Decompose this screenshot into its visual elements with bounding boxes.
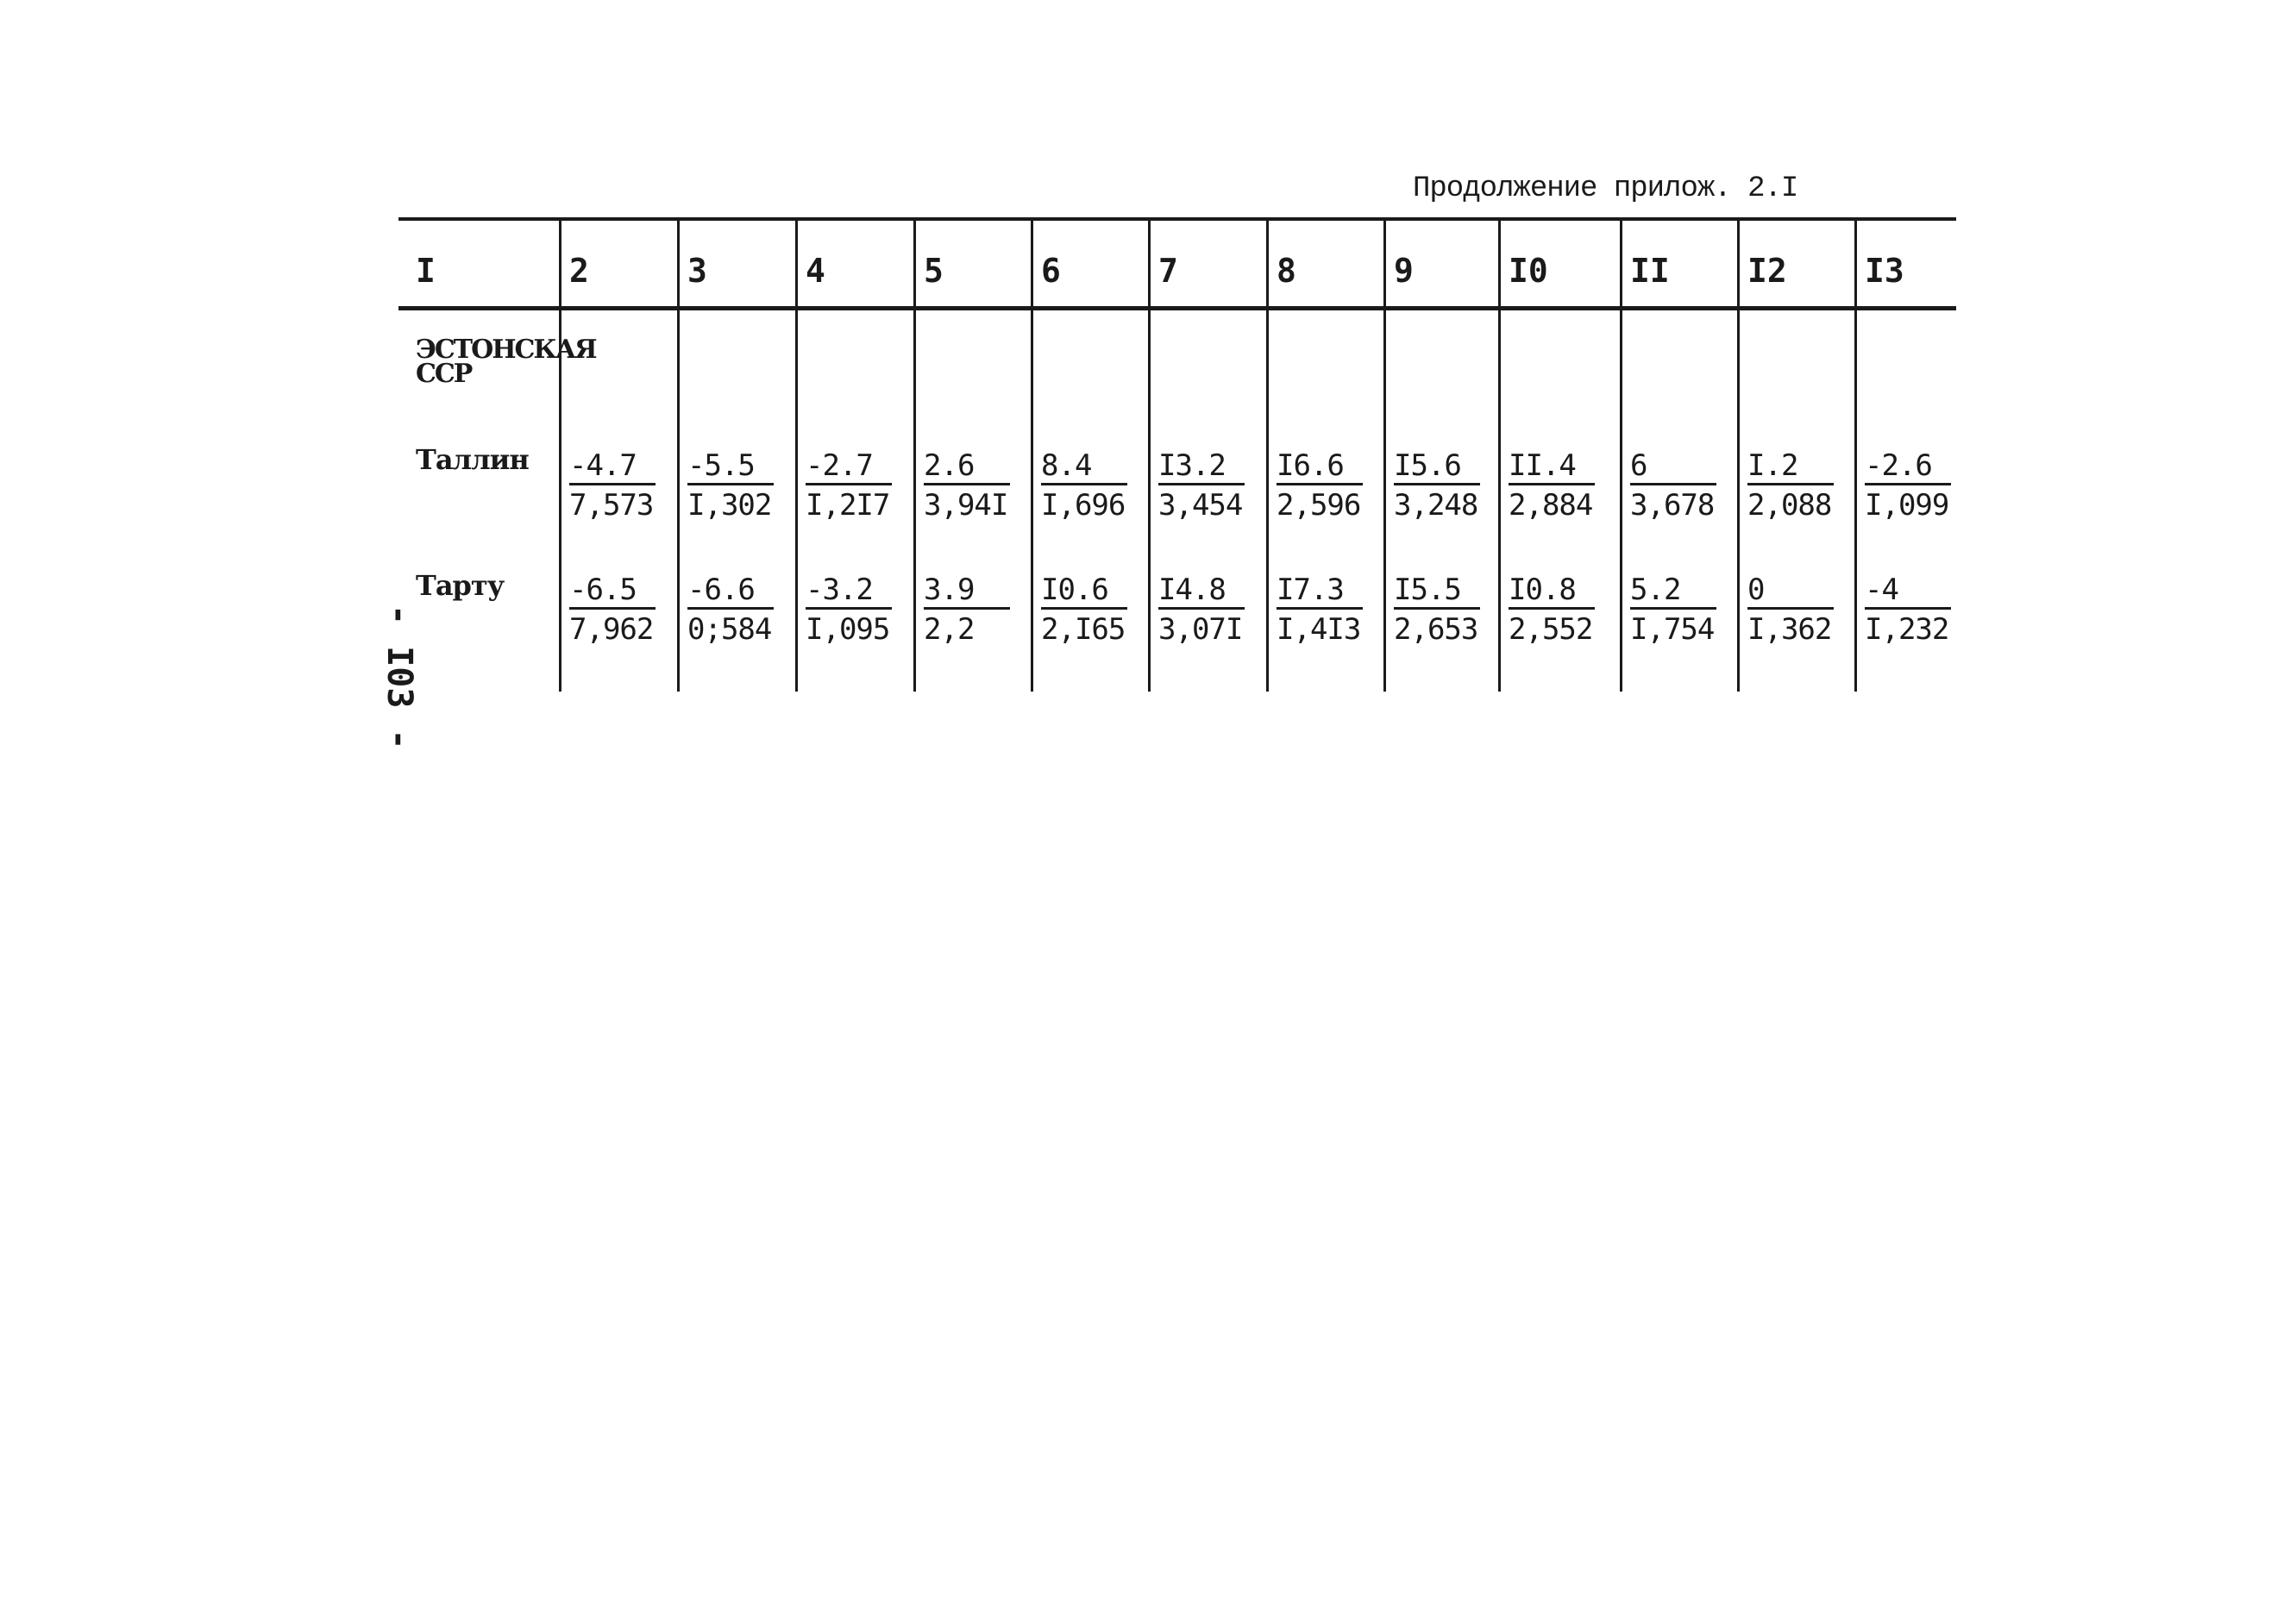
table-cell <box>924 573 1036 646</box>
table-cell <box>1277 573 1389 646</box>
cell-top-value: 5.2 <box>1630 573 1716 610</box>
column-header: 7 <box>1158 252 1178 290</box>
cell-top-value: -2.7 <box>806 448 892 485</box>
column-header: 3 <box>687 252 707 290</box>
table-cell <box>806 573 918 646</box>
cell-top-value: -2.6 <box>1865 448 1951 485</box>
cell-bottom-value: 3,94I <box>924 488 1008 523</box>
cell-top-value: I0.8 <box>1509 573 1595 610</box>
table-cell <box>569 573 681 646</box>
cell-top-value: 6 <box>1630 448 1716 485</box>
cell-bottom-value: 2,088 <box>1747 488 1832 523</box>
cell-bottom-value: 2,596 <box>1277 488 1361 523</box>
cell-top-value: 0 <box>1747 573 1834 610</box>
column-header: 2 <box>569 252 589 290</box>
table-cell <box>1158 573 1270 646</box>
table-cell <box>924 448 1036 522</box>
table-top-rule <box>398 217 1956 221</box>
column-header: I2 <box>1747 252 1787 290</box>
cell-bottom-value: 7,573 <box>569 488 654 523</box>
cell-bottom-value: I,302 <box>687 488 772 523</box>
table-cell <box>1865 448 1977 522</box>
cell-top-value: -4.7 <box>569 448 656 485</box>
cell-top-value: I5.5 <box>1394 573 1480 610</box>
cell-bottom-value: 2,I65 <box>1041 612 1126 647</box>
column-header: I3 <box>1865 252 1904 290</box>
page-number: - I03 - <box>380 604 419 750</box>
cell-bottom-value: 2,653 <box>1394 612 1478 647</box>
column-header: I <box>416 252 436 290</box>
table-cell <box>1158 448 1270 522</box>
table-cell <box>1394 448 1506 522</box>
cell-bottom-value: I,362 <box>1747 612 1832 647</box>
column-header: I0 <box>1509 252 1548 290</box>
table-cell <box>1394 573 1506 646</box>
table-cell <box>1630 448 1742 522</box>
column-header: 4 <box>806 252 825 290</box>
cell-top-value: I4.8 <box>1158 573 1245 610</box>
cell-top-value: I6.6 <box>1277 448 1363 485</box>
region-label <box>416 335 596 389</box>
region-label-line: ССР <box>416 359 472 389</box>
cell-bottom-value: I,232 <box>1865 612 1949 647</box>
row-label-tallinn: Таллин <box>416 443 529 476</box>
cell-bottom-value: 3,248 <box>1394 488 1478 523</box>
table-cell <box>1747 448 1860 522</box>
table-cell <box>687 448 800 522</box>
table-cell <box>1747 573 1860 646</box>
cell-bottom-value: I,099 <box>1865 488 1949 523</box>
table-cell <box>569 448 681 522</box>
cell-bottom-value: 2,2 <box>924 612 975 647</box>
cell-bottom-value: 0;584 <box>687 612 772 647</box>
cell-top-value: I.2 <box>1747 448 1834 485</box>
cell-top-value: 3.9 <box>924 573 1010 610</box>
cell-top-value: 8.4 <box>1041 448 1127 485</box>
cell-bottom-value: 2,552 <box>1509 612 1593 647</box>
cell-bottom-value: I,4I3 <box>1277 612 1361 647</box>
table-cell <box>687 573 800 646</box>
row-label-tartu: Тарту <box>416 569 505 602</box>
table-cell <box>1041 448 1153 522</box>
column-header: 9 <box>1394 252 1414 290</box>
table-cell <box>1865 573 1977 646</box>
table-cell <box>1277 448 1389 522</box>
cell-bottom-value: 3,454 <box>1158 488 1243 523</box>
cell-bottom-value: I,2I7 <box>806 488 890 523</box>
table-cell <box>1509 573 1621 646</box>
cell-top-value: I5.6 <box>1394 448 1480 485</box>
cell-bottom-value: I,696 <box>1041 488 1126 523</box>
cell-bottom-value: 3,07I <box>1158 612 1243 647</box>
cell-top-value: -5.5 <box>687 448 774 485</box>
cell-bottom-value: 2,884 <box>1509 488 1593 523</box>
region-label-line: ЭСТОНСКАЯ <box>416 335 596 365</box>
table-cell <box>1509 448 1621 522</box>
cell-bottom-value: 7,962 <box>569 612 654 647</box>
cell-top-value: 2.6 <box>924 448 1010 485</box>
table-cell <box>806 448 918 522</box>
cell-top-value: -6.6 <box>687 573 774 610</box>
column-header: 6 <box>1041 252 1061 290</box>
cell-bottom-value: I,754 <box>1630 612 1715 647</box>
continuation-header: Продолжение прилож. 2.I <box>1413 172 1798 205</box>
data-table <box>398 217 1956 692</box>
column-header: 8 <box>1277 252 1296 290</box>
cell-top-value: II.4 <box>1509 448 1595 485</box>
table-header-rule <box>398 306 1956 310</box>
cell-top-value: -3.2 <box>806 573 892 610</box>
cell-top-value: -4 <box>1865 573 1951 610</box>
cell-top-value: I0.6 <box>1041 573 1127 610</box>
cell-bottom-value: I,095 <box>806 612 890 647</box>
column-header: II <box>1630 252 1670 290</box>
table-cell <box>1630 573 1742 646</box>
cell-top-value: I7.3 <box>1277 573 1363 610</box>
column-separator <box>559 217 561 692</box>
cell-bottom-value: 3,678 <box>1630 488 1715 523</box>
column-header: 5 <box>924 252 944 290</box>
cell-top-value: -6.5 <box>569 573 656 610</box>
table-cell <box>1041 573 1153 646</box>
cell-top-value: I3.2 <box>1158 448 1245 485</box>
